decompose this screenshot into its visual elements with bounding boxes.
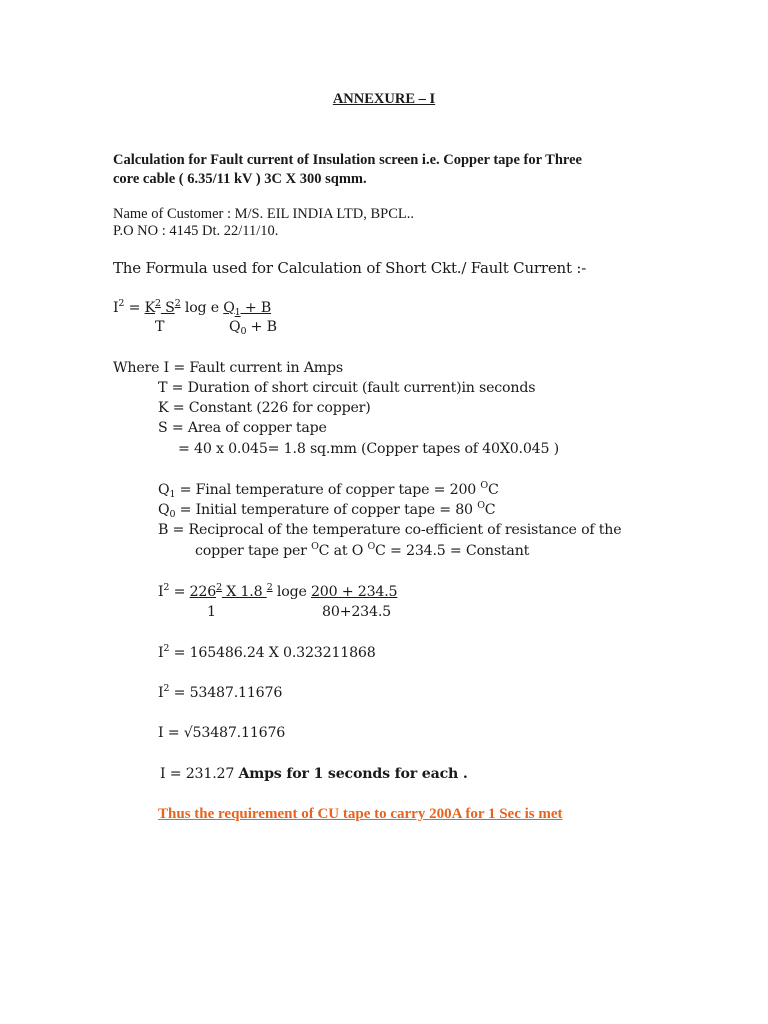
calc-1-denominator-2: 80+234.5 [322, 604, 391, 620]
formula-s: S [160, 300, 175, 316]
q0-definition: $Q_0$ = Initial temperature of copper tape = 80 $^O$C [158, 500, 496, 520]
customer-name: Name of Customer : M/S. EIL INDIA LTD, BPCL.. [113, 206, 414, 222]
formula-lhs-sup: 2 [118, 298, 125, 309]
b-definition-line-2: copper tape per $^O$C at O $^O$C = 234.5 = Constant [195, 541, 530, 559]
calc-4: I = √53487.11676 [158, 725, 286, 741]
where-line-5: = 40 x 0.045= 1.8 sq.mm (Copper tapes of 40X0.045 ) [178, 441, 559, 457]
where-line-3: K = Constant (226 for copper) [158, 400, 371, 416]
result-value: I = 231.27 [160, 766, 239, 782]
heading-line-1: Calculation for Fault current of Insulation screen i.e. Copper tape for Three [113, 152, 582, 168]
formula-q1: Q [223, 300, 235, 316]
b-definition-line-1: B = Reciprocal of the temperature co-efficient of resistance of the [158, 522, 622, 538]
where-line-1: Where I = Fault current in Amps [113, 360, 343, 376]
formula-plus-b: + B [240, 300, 272, 316]
formula-eq: = [124, 300, 145, 316]
formula-s-sup: 2 [174, 298, 181, 309]
calc-1-denominator-1: 1 [207, 604, 216, 620]
formula-numerator [113, 300, 271, 316]
result-unit: Amps for 1 seconds for each . [238, 766, 468, 782]
calc-2: $I^2 = 165486.24$ X 0.323211868 [158, 643, 376, 661]
po-number: P.O NO : 4145 Dt. 22/11/10. [113, 223, 279, 239]
q1-definition: $Q_1$ = Final temperature of copper tape = 200 $^O$C [158, 480, 499, 500]
formula-k: K [144, 300, 155, 316]
where-line-2: T = Duration of short circuit (fault current)in seconds [158, 380, 536, 396]
page-title: ANNEXURE – I [332, 91, 436, 107]
result-line [160, 766, 468, 782]
formula-q0: Q [229, 319, 241, 335]
calc-1-numerator: $I^2 = 226^2$ X 1.8 $^2$ loge 200 + 234.5 [158, 582, 398, 600]
formula-denominator-q0 [229, 319, 277, 335]
heading-line-2: core cable ( 6.35/11 kV ) 3C X 300 sqmm. [113, 171, 367, 187]
calc-3: $I^2 = 53487.11676$ [158, 683, 283, 701]
formula-intro: The Formula used for Calculation of Short Ckt./ Fault Current :- [113, 259, 587, 277]
where-line-4: S = Area of copper tape [158, 420, 327, 436]
formula-denominator-t: T [155, 319, 165, 335]
formula-log: log e [180, 300, 224, 316]
formula-lhs: I [113, 300, 119, 316]
conclusion: Thus the requirement of CU tape to carry 200A for 1 Sec is met [158, 806, 563, 822]
formula-plus-b2: + B [246, 319, 277, 335]
formula-k-sup: 2 [154, 298, 161, 309]
formula-q0-sub: 0 [240, 326, 247, 337]
formula-q1-sub: 1 [234, 307, 241, 318]
